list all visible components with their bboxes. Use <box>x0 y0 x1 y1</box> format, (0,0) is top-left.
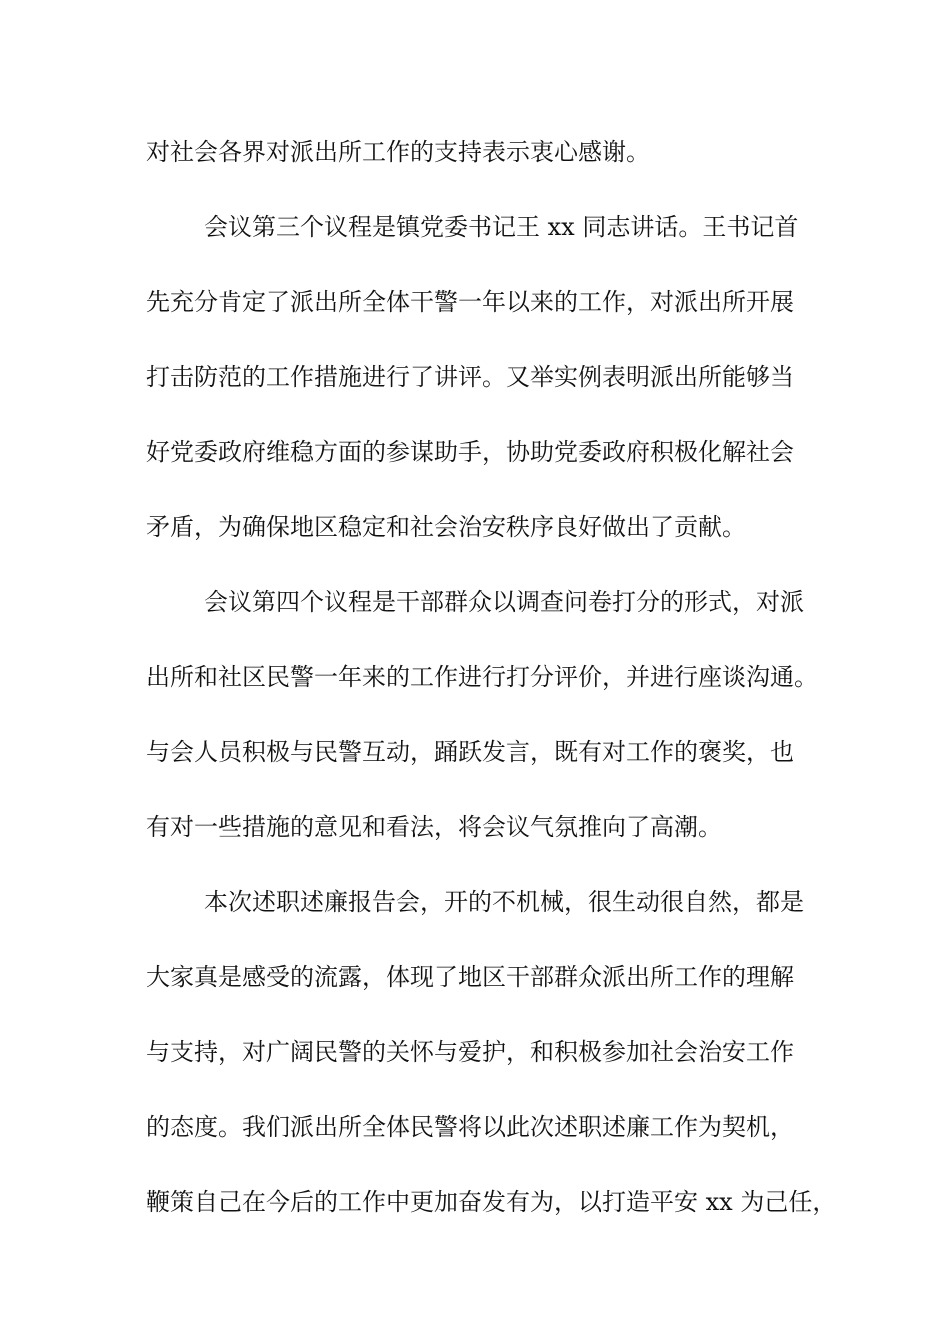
text-line: 矛盾，为确保地区稳定和社会治安秩序良好做出了贡献。 <box>146 513 746 541</box>
text-line: 先充分肯定了派出所全体干警一年以来的工作，对派出所开展 <box>146 288 794 316</box>
text-line: 与支持，对广阔民警的关怀与爱护，和积极参加社会治安工作 <box>146 1038 794 1066</box>
paragraph-indent-line: 会议第三个议程是镇党委书记王 xx 同志讲话。王书记首 <box>204 213 799 241</box>
text-line: 鞭策自己在今后的工作中更加奋发有为，以打造平安 xx 为己任， <box>146 1188 837 1216</box>
text-line: 打击防范的工作措施进行了讲评。又举实例表明派出所能够当 <box>146 363 794 391</box>
paragraph-indent-line: 会议第四个议程是干部群众以调查问卷打分的形式，对派 <box>204 588 804 616</box>
text-line: 好党委政府维稳方面的参谋助手，协助党委政府积极化解社会 <box>146 438 794 466</box>
text-line: 对社会各界对派出所工作的支持表示衷心感谢。 <box>146 138 650 166</box>
text-line: 大家真是感受的流露，体现了地区干部群众派出所工作的理解 <box>146 963 794 991</box>
text-line: 有对一些措施的意见和看法，将会议气氛推向了高潮。 <box>146 813 722 841</box>
text-line: 出所和社区民警一年来的工作进行打分评价，并进行座谈沟通。 <box>146 663 818 691</box>
text-line: 的态度。我们派出所全体民警将以此次述职述廉工作为契机， <box>146 1113 794 1141</box>
text-line: 与会人员积极与民警互动，踊跃发言，既有对工作的褒奖，也 <box>146 738 794 766</box>
paragraph-indent-line: 本次述职述廉报告会，开的不机械，很生动很自然，都是 <box>204 888 804 916</box>
